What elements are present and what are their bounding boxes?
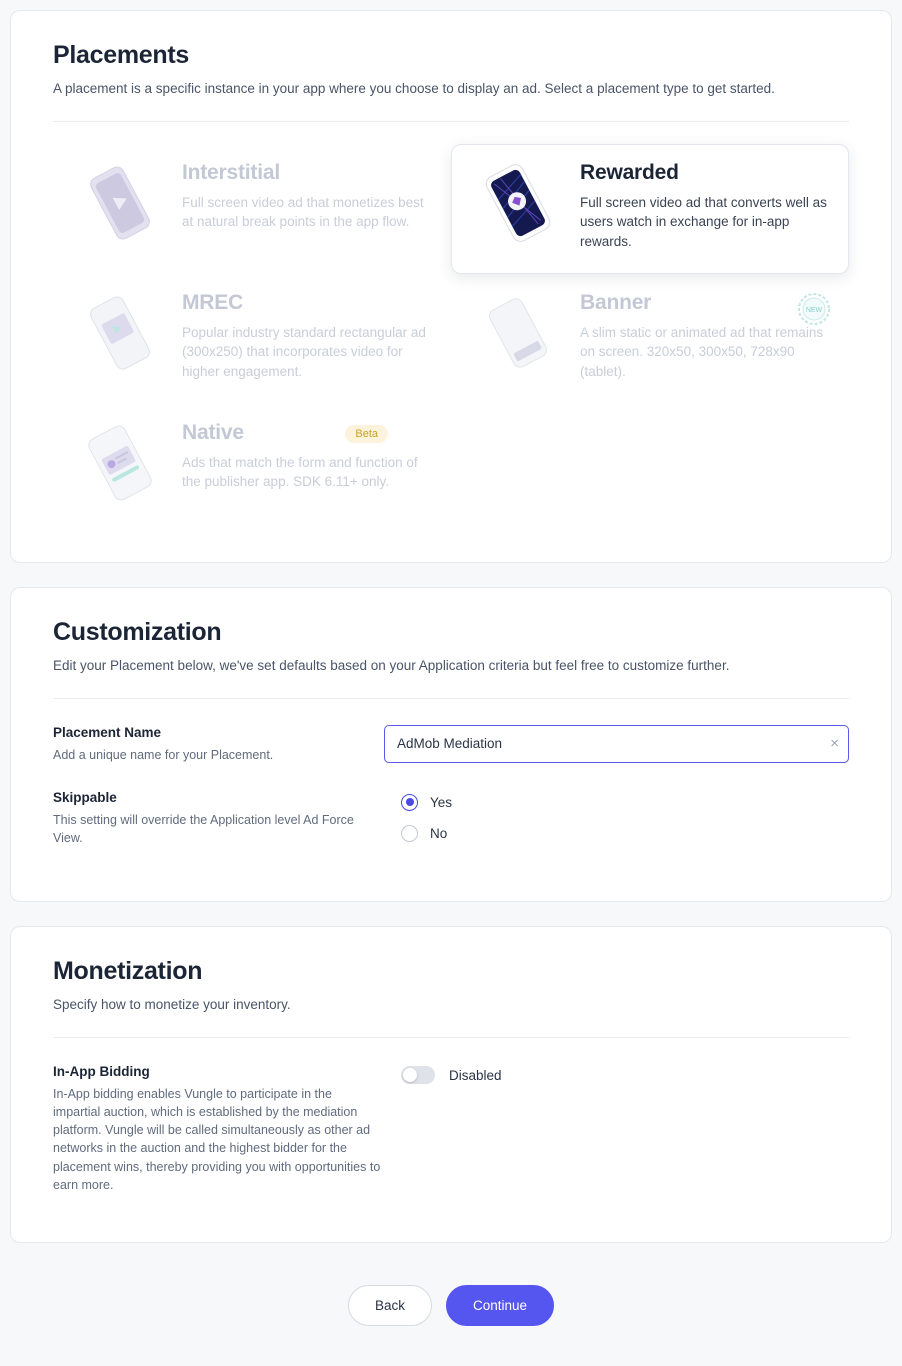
radio-no-label: No	[430, 825, 448, 841]
placements-title: Placements	[53, 41, 189, 69]
placement-name-label: Placement Name	[53, 724, 162, 740]
customization-title: Customization	[53, 617, 222, 646]
radio-no-icon[interactable]	[401, 825, 418, 842]
interstitial-phone-icon	[72, 161, 168, 245]
mrec-label: MREC	[182, 290, 244, 314]
banner-phone-icon	[470, 291, 566, 375]
in-app-bidding-row	[53, 1064, 849, 1194]
placement-name-help: Add a unique name for your Placement.	[53, 747, 274, 762]
placement-name-input-wrap	[384, 725, 849, 763]
placement-option-native[interactable]	[53, 404, 451, 534]
in-app-bidding-toggle[interactable]	[401, 1066, 435, 1084]
banner-description: A slim static or animated ad that remains on screen. 320x50, 300x50, 728x90 (tablet).	[580, 324, 824, 380]
rewarded-label: Rewarded	[580, 160, 679, 184]
monetization-title: Monetization	[53, 957, 203, 986]
continue-button[interactable]: Continue	[446, 1285, 554, 1326]
placement-option-rewarded[interactable]	[451, 144, 849, 274]
rewarded-description: Full screen video ad that converts well as users watch in exchange for in-app rewards.	[580, 194, 827, 250]
in-app-bidding-toggle-row	[401, 1064, 502, 1084]
mrec-description: Popular industry standard rectangular ad (300x250) that incorporates video for higher engagement.	[182, 324, 426, 380]
placements-subtitle: A placement is a specific instance in your app where you choose to display an ad. Select a placement type to get started.	[53, 81, 775, 96]
native-label: Native	[182, 420, 244, 444]
monetization-divider	[53, 1037, 849, 1038]
back-button[interactable]: Back	[348, 1285, 432, 1326]
skippable-radio-group	[401, 790, 452, 842]
native-phone-icon	[72, 421, 168, 505]
customization-card	[10, 587, 892, 902]
placement-option-interstitial[interactable]	[53, 144, 451, 274]
radio-yes-icon[interactable]	[401, 794, 418, 811]
new-badge-text: NEW	[805, 306, 823, 314]
new-badge-icon	[794, 289, 834, 329]
toggle-knob	[403, 1068, 417, 1082]
in-app-bidding-help: In-App bidding enables Vungle to participate in the impartial auction, which is established by the mediation platform. Vungle will be called simultaneously as other ad networks in the auction and the highest bidder for the placement wins, thereby providing you with opportunities to earn more.	[53, 1087, 381, 1192]
placement-option-banner[interactable]	[451, 274, 849, 404]
mrec-phone-icon	[72, 291, 168, 375]
placements-divider	[53, 121, 849, 122]
skippable-label: Skippable	[53, 789, 117, 805]
in-app-bidding-label: In-App Bidding	[53, 1064, 150, 1080]
placement-name-input[interactable]	[384, 725, 849, 763]
interstitial-label: Interstitial	[182, 160, 280, 184]
skippable-option-no[interactable]	[401, 825, 452, 842]
footer-actions	[10, 1267, 892, 1350]
skippable-row	[53, 790, 849, 847]
in-app-bidding-state-label: Disabled	[449, 1067, 502, 1083]
banner-label: Banner	[580, 290, 652, 314]
placements-card	[10, 10, 892, 563]
interstitial-description: Full screen video ad that monetizes best at natural break points in the app flow.	[182, 194, 424, 230]
rewarded-phone-icon	[470, 161, 566, 245]
placement-option-mrec[interactable]	[53, 274, 451, 404]
native-description: Ads that match the form and function of the publisher app. SDK 6.11+ only.	[182, 454, 418, 490]
monetization-subtitle: Specify how to monetize your inventory.	[53, 997, 291, 1013]
beta-badge: Beta	[345, 425, 388, 443]
customization-subtitle: Edit your Placement below, we've set defaults based on your Application criteria but feel free to customize further.	[53, 657, 730, 673]
skippable-help: This setting will override the Application level Ad Force View.	[53, 812, 354, 846]
clear-icon[interactable]: ×	[830, 734, 839, 752]
monetization-card	[10, 926, 892, 1243]
skippable-option-yes[interactable]	[401, 794, 452, 811]
placement-type-grid	[53, 144, 849, 534]
radio-yes-label: Yes	[430, 794, 453, 810]
customization-divider	[53, 698, 849, 699]
placement-name-row	[53, 725, 849, 764]
